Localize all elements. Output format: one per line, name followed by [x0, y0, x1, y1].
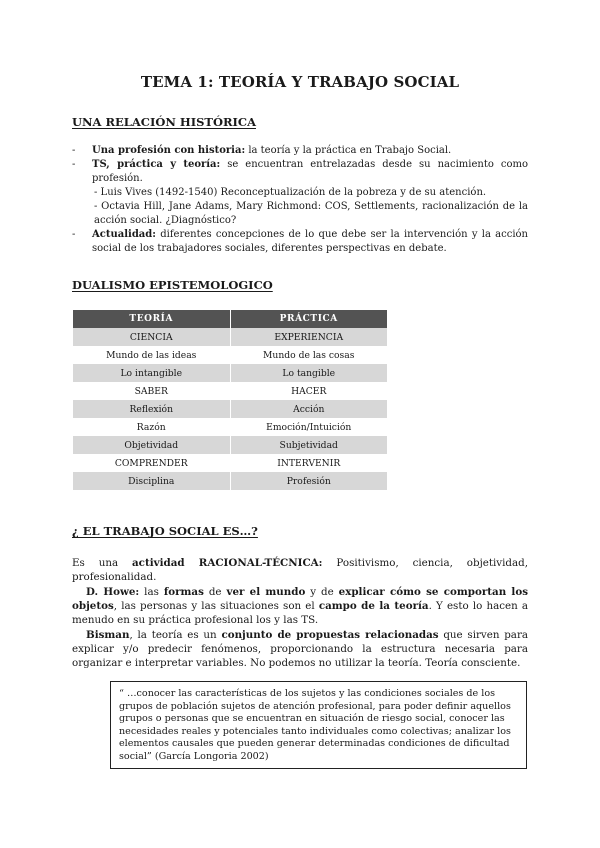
bullet-bold-label: TS, práctica y teoría:	[92, 159, 221, 170]
table-row	[73, 364, 387, 382]
table-cell: Reflexión	[73, 400, 230, 418]
table-cell: Lo tangible	[230, 364, 387, 382]
table-cell: COMPRENDER	[73, 454, 230, 472]
bullet-bold-label: Una profesión con historia:	[92, 145, 246, 156]
table-cell: Acción	[230, 400, 387, 418]
table-cell: Razón	[73, 418, 230, 436]
bullet-subitem: - Luis Vives (1492-1540) Reconceptualización de la pobreza y de su atención.	[94, 187, 487, 198]
paragraph-bisman	[72, 628, 528, 670]
section-heading-relacion-historica: UNA RELACIÓN HISTÓRICA	[72, 115, 256, 129]
table-row	[73, 346, 387, 364]
bullet-dash: -	[72, 145, 76, 156]
paragraph-howe	[72, 585, 528, 627]
table-cell: Mundo de las cosas	[230, 346, 387, 364]
table-cell: INTERVENIR	[230, 454, 387, 472]
bullet-item	[72, 144, 528, 158]
page-title: TEMA 1: TEORÍA Y TRABAJO SOCIAL	[140, 73, 460, 91]
text-run: . Y esto lo hacen a menudo en su práctica profesional los y las TS.	[72, 600, 528, 626]
section-heading-trabajo-social-es: ¿ EL TRABAJO SOCIAL ES…?	[72, 524, 258, 538]
text-run: de	[203, 586, 227, 598]
text-run-bold: actividad RACIONAL-TÉCNICA:	[132, 557, 323, 569]
table-header-practica: PRÁCTICA	[230, 310, 387, 328]
table-row	[73, 400, 387, 418]
bullet-bold-label: Actualidad:	[92, 229, 156, 240]
text-run: , la teoría es un	[129, 629, 222, 641]
table-row	[73, 382, 387, 400]
text-run-bold: campo de la teoría	[318, 600, 429, 612]
table-row	[73, 472, 387, 490]
text-run: las	[139, 586, 164, 598]
text-run-bold: ver el mundo	[226, 586, 306, 598]
bullet-item	[72, 158, 528, 186]
bullet-text: la teoría y la práctica en Trabajo Social.	[245, 145, 452, 156]
quote-box: “ …conocer las características de los sujetos y las condiciones sociales de los grupos de población sujetos de atención profesional, para poder definir aquellos grupos o personas que se encuentran en situación de riesgo social, conocer las necesidades reales y potenciales tanto individuales como colectivas; analizar los elementos causales que pueden generar determinadas condiciones de dificultad social” (García Longoria 2002)	[110, 681, 527, 769]
table-cell: Lo intangible	[73, 364, 230, 382]
text-run: y de	[305, 586, 339, 598]
table-cell: Emoción/Intuición	[230, 418, 387, 436]
table-row	[73, 328, 387, 346]
table-cell: Disciplina	[73, 472, 230, 490]
paragraph-actividad-racional	[72, 556, 528, 584]
text-run-bold: formas	[163, 586, 204, 598]
table-row	[73, 418, 387, 436]
table-cell: Profesión	[230, 472, 387, 490]
table-cell: CIENCIA	[73, 328, 230, 346]
bullet-text: diferentes concepciones de lo que debe ser la intervención y la acción social de los trabajadores sociales, diferentes perspectivas en debate.	[92, 229, 528, 254]
historia-bullet-list	[72, 144, 528, 256]
table-cell: Mundo de las ideas	[73, 346, 230, 364]
text-run: Es una	[72, 557, 133, 569]
dualismo-table	[73, 310, 387, 490]
table-row	[73, 436, 387, 454]
text-run-bold: conjunto de propuestas relacionadas	[221, 629, 439, 641]
table-cell: Subjetividad	[230, 436, 387, 454]
table-cell: Objetividad	[73, 436, 230, 454]
table-row	[73, 454, 387, 472]
text-run-bold: explicar cómo se comportan los objetos	[72, 586, 529, 612]
text-run: que sirven para explicar y/o predecir fenómenos, proporcionando la estructura necesaria para organizar e interpretar variables. No podemos no utilizar la teoría. Teoría consciente.	[72, 629, 529, 669]
text-run: Positivismo, ciencia, objetividad, profesionalidad.	[72, 557, 528, 583]
bullet-item	[72, 228, 528, 256]
table-cell: HACER	[230, 382, 387, 400]
text-run-bold: D. Howe:	[86, 586, 140, 598]
bullet-text: se encuentran entrelazadas desde su nacimiento como profesión.	[92, 159, 528, 184]
section-heading-dualismo: DUALISMO EPISTEMOLOGICO	[72, 278, 273, 292]
bullet-dash: -	[72, 229, 76, 240]
text-run: , las personas y las situaciones son el	[113, 600, 319, 612]
text-run-bold: Bisman	[86, 629, 130, 641]
table-header-teoria: TEORÍA	[73, 310, 230, 328]
bullet-subitem: - Octavia Hill, Jane Adams, Mary Richmond: COS, Settlements, racionalización de la acción social. ¿Diagnóstico?	[94, 201, 528, 226]
table-cell: SABER	[73, 382, 230, 400]
bullet-dash: -	[72, 159, 76, 170]
table-cell: EXPERIENCIA	[230, 328, 387, 346]
